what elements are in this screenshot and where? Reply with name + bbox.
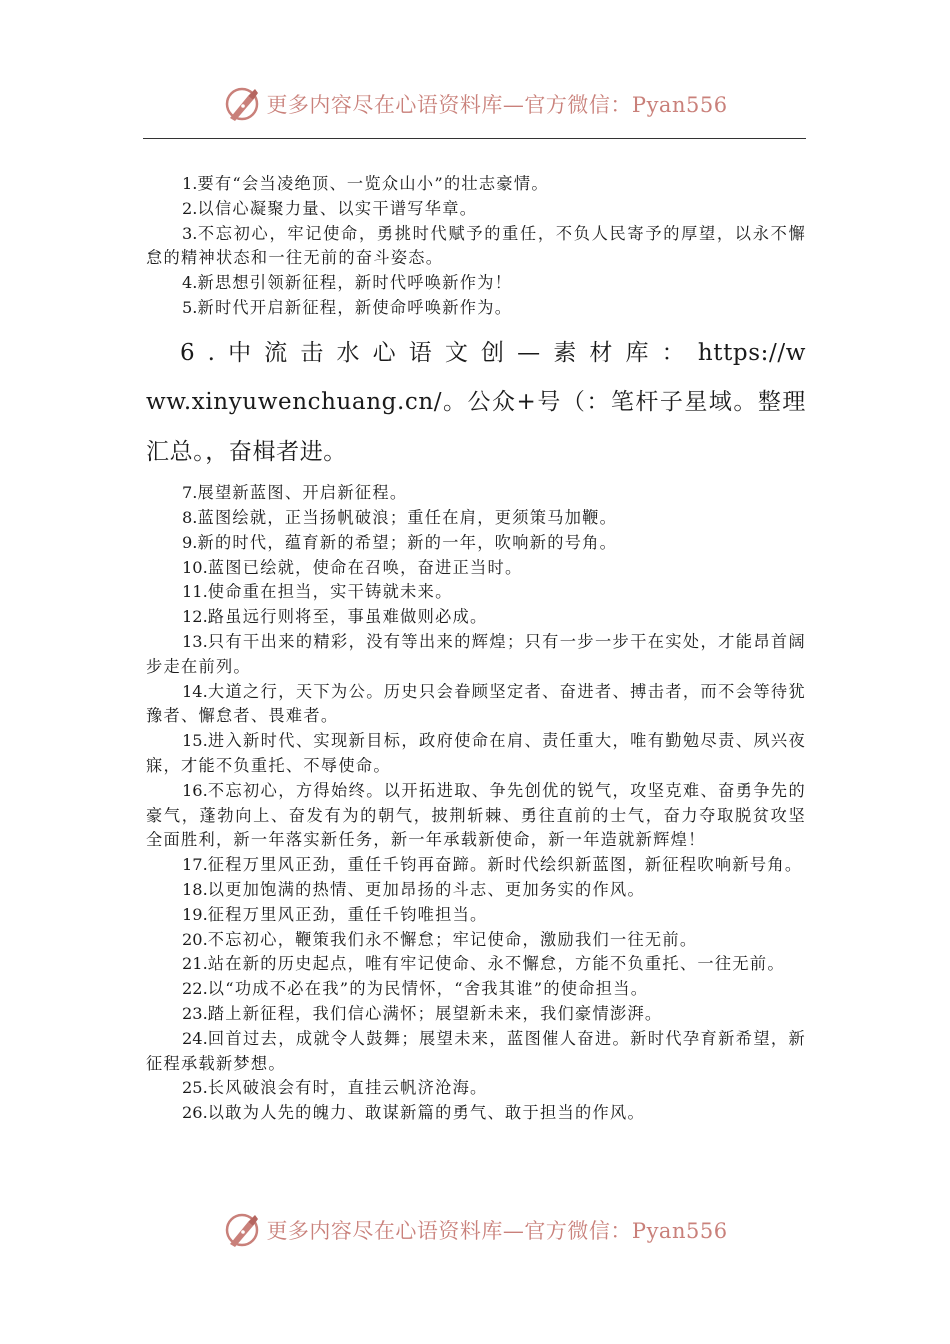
item-number: 20. <box>182 929 208 949</box>
list-item <box>146 580 806 605</box>
item-text: 征程万里风正劲，重任千钧再奋蹄。新时代绘织新蓝图，新征程吹响新号角。 <box>207 855 803 875</box>
list-item <box>146 680 806 730</box>
item-number: 4. <box>182 273 198 293</box>
banner-text: 更多内容尽在心语资料库—官方微信：Pyan556 <box>266 1219 728 1243</box>
item-number: 12. <box>182 607 208 627</box>
item-number: 9. <box>182 532 198 552</box>
item-number: 15. <box>182 731 208 751</box>
footer-banner <box>0 1206 950 1254</box>
item-text: 征程万里风正劲，重任千钧唯担当。 <box>207 904 488 924</box>
list-item <box>146 977 806 1002</box>
banner-text: 更多内容尽在心语资料库—官方微信：Pyan556 <box>266 93 728 117</box>
promo-head: 6.中流击水心语文创—素材库： <box>180 339 698 366</box>
item-text: 踏上新征程，我们信心满怀；展望新未来，我们豪情澎湃。 <box>207 1004 663 1024</box>
pen-nib-logo-icon <box>222 84 262 124</box>
pen-nib-logo-icon <box>222 1210 262 1250</box>
list-item <box>146 1101 806 1126</box>
item-text: 大道之行，天下为公。历史只会眷顾坚定者、奋进者、搏击者，而不会等待犹豫者、懈怠者、畏难者。 <box>146 681 806 726</box>
item-number: 23. <box>182 1004 208 1024</box>
list-item <box>146 531 806 556</box>
item-text: 使命重在担当，实干铸就未来。 <box>207 582 453 602</box>
item-number: 7. <box>182 483 198 503</box>
list-item <box>146 271 806 296</box>
item-text: 长风破浪会有时，直挂云帆济沧海。 <box>207 1078 488 1098</box>
item-text: 蓝图绘就，正当扬帆破浪；重任在肩，更须策马加鞭。 <box>197 508 618 528</box>
header-banner <box>0 80 950 128</box>
item-text: 路虽远行则将至，事虽难做则必成。 <box>207 607 488 627</box>
item-number: 13. <box>182 632 208 652</box>
item-number: 22. <box>182 979 208 999</box>
promo-rest: https://www.xinyuwenchuang.cn/。公众+号（：笔杆子星域。整理汇总。，奋楫者进。 <box>146 339 806 465</box>
item-number: 5. <box>182 297 198 317</box>
item-number: 2. <box>182 198 198 218</box>
document-body <box>146 172 806 1126</box>
slogan-list-1 <box>146 172 806 321</box>
list-item <box>146 197 806 222</box>
list-item <box>146 296 806 321</box>
list-item <box>146 729 806 779</box>
list-item <box>146 556 806 581</box>
item-text: 新时代开启新征程，新使命呼唤新作为。 <box>197 297 513 317</box>
item-text: 以更加饱满的热情、更加昂扬的斗志、更加务实的作风。 <box>207 880 645 900</box>
item-text: 新思想引领新征程，新时代呼唤新作为！ <box>197 273 513 293</box>
list-item <box>146 928 806 953</box>
item-number: 3. <box>182 223 198 243</box>
list-item <box>146 1027 806 1077</box>
item-number: 19. <box>182 904 208 924</box>
list-item <box>146 506 806 531</box>
item-number: 10. <box>182 557 208 577</box>
list-item <box>146 878 806 903</box>
item-text: 回首过去，成就令人鼓舞；展望未来，蓝图催人奋进。新时代孕育新希望，新征程承载新梦想。 <box>146 1028 806 1073</box>
item-text: 新的时代，蕴育新的希望；新的一年，吹响新的号角。 <box>197 532 618 552</box>
item-text: 要有“会当凌绝顶、一览众山小”的壮志豪情。 <box>197 174 549 193</box>
item-number: 11. <box>182 582 208 602</box>
item-text: 不忘初心，方得始终。以开拓进取、争先创优的锐气，攻坚克难、奋勇争先的豪气，蓬勃向上、奋发有为的朝气，披荆斩棘、勇往直前的士气，奋力夺取脱贫攻坚全面胜利，新一年落实新任务，新一年承载新使命，新一年造就新辉煌！ <box>146 780 806 850</box>
item-number: 25. <box>182 1078 208 1098</box>
item-text: 以信心凝聚力量、以实干谱写华章。 <box>197 198 478 218</box>
list-item <box>146 605 806 630</box>
item-text: 进入新时代、实现新目标，政府使命在肩、责任重大，唯有勤勉尽责、夙兴夜寐，才能不负重托、不辱使命。 <box>146 731 806 776</box>
slogan-list-2 <box>146 481 806 1126</box>
item-text: 只有干出来的精彩，没有等出来的辉煌；只有一步一步干在实处，才能昂首阔步走在前列。 <box>146 632 806 676</box>
item-number: 1. <box>182 174 198 193</box>
item-text: 蓝图已绘就，使命在召唤，奋进正当时。 <box>207 557 523 577</box>
list-item <box>146 172 806 197</box>
item-number: 14. <box>182 681 208 701</box>
header-divider <box>143 138 806 139</box>
item-text: 不忘初心，鞭策我们永不懈怠；牢记使命，激励我们一往无前。 <box>207 929 698 949</box>
item-text: 以敢为人先的魄力、敢谋新篇的勇气、敢于担当的作风。 <box>207 1103 645 1123</box>
item-number: 17. <box>182 855 208 875</box>
list-item <box>146 222 806 272</box>
list-item <box>146 952 806 977</box>
list-item <box>146 481 806 506</box>
item-number: 24. <box>182 1028 208 1048</box>
item-number: 16. <box>182 780 208 800</box>
item-text: 以“功成不必在我”的为民情怀，“舍我其谁”的使命担当。 <box>207 979 649 999</box>
item-number: 26. <box>182 1103 208 1123</box>
item-text: 展望新蓝图、开启新征程。 <box>197 483 408 503</box>
list-item <box>146 903 806 928</box>
list-item <box>146 779 806 853</box>
item-number: 18. <box>182 880 208 900</box>
list-item <box>146 630 806 680</box>
list-item <box>146 853 806 878</box>
list-item <box>146 1076 806 1101</box>
item-number: 8. <box>182 508 198 528</box>
promo-paragraph <box>146 329 806 478</box>
list-item <box>146 1002 806 1027</box>
item-text: 不忘初心，牢记使命，勇挑时代赋予的重任，不负人民寄予的厚望，以永不懈怠的精神状态和一往无前的奋斗姿态。 <box>146 223 806 268</box>
item-text: 站在新的历史起点，唯有牢记使命、永不懈怠，方能不负重托、一往无前。 <box>207 954 785 974</box>
item-number: 21. <box>182 954 208 974</box>
